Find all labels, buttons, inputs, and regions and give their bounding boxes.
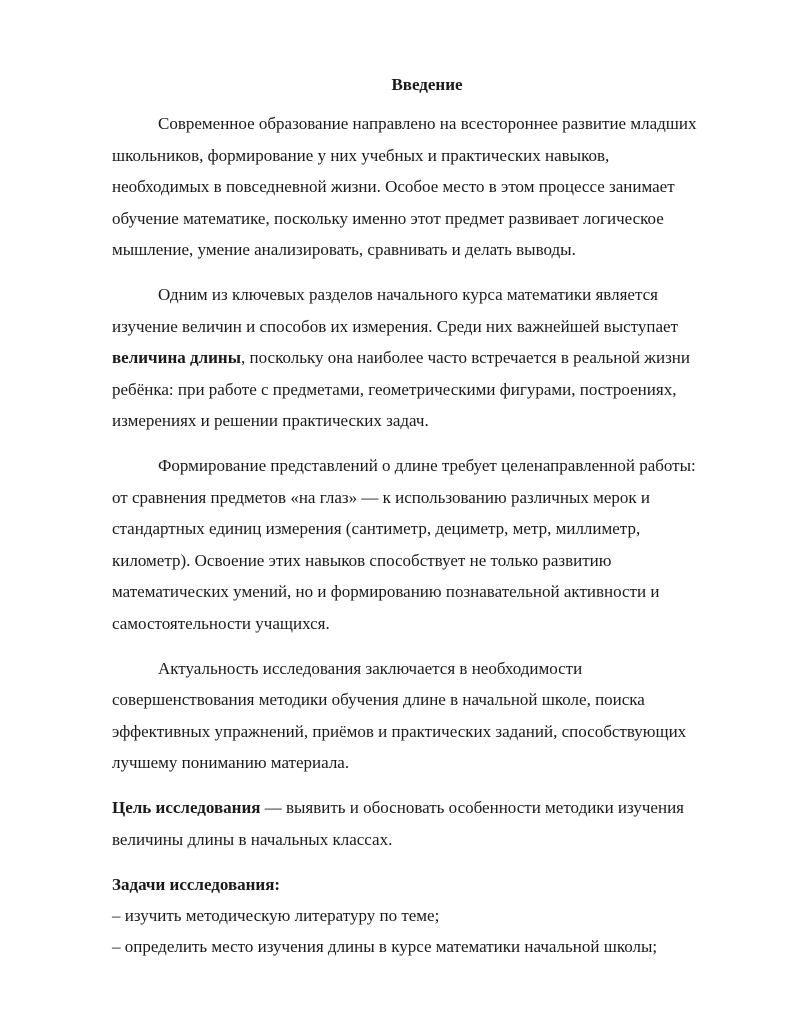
paragraph-4-line-1: Актуальность исследования заключается в необходимости	[158, 659, 583, 678]
paragraph-3-line-1: Формирование представлений о длине требует целенаправленной работы:	[158, 456, 696, 475]
paragraph-2-line-4: ребёнка: при работе с предметами, геометрическими фигурами, построениях,	[112, 380, 677, 399]
paragraph-3-line-6: самостоятельности учащихся.	[112, 614, 330, 633]
goal-line-2: величины длины в начальных классах.	[112, 830, 393, 849]
paragraph-2-line-3	[112, 347, 690, 369]
paragraph-3-line-5: математических умений, но и формированию познавательной активности и	[112, 582, 660, 601]
paragraph-4-line-4: лучшему пониманию материала.	[112, 753, 350, 772]
paragraph-2-line-2: изучение величин и способов их измерения. Среди них важнейшей выступает	[112, 317, 678, 336]
goal-label: Цель исследования	[112, 798, 261, 817]
paragraph-4-line-2: совершенствования методики обучения длине в начальной школе, поиска	[112, 690, 645, 709]
task-item-2: – определить место изучения длины в курсе математики начальной школы;	[112, 937, 658, 956]
paragraph-2-line-3-rest: , поскольку она наиболее часто встречается в реальной жизни	[241, 348, 691, 367]
paragraph-1-line-1: Современное образование направлено на всестороннее развитие младших	[158, 114, 697, 133]
paragraph-1-line-5: мышление, умение анализировать, сравнивать и делать выводы.	[112, 240, 576, 259]
tasks-heading	[112, 874, 280, 896]
paragraph-2-line-1: Одним из ключевых разделов начального курса математики является	[158, 285, 658, 304]
paragraph-4-line-3: эффективных упражнений, приёмов и практических заданий, способствующих	[112, 722, 687, 741]
goal-text: — выявить и обосновать особенности методики изучения	[260, 798, 684, 817]
paragraph-3-line-4: километр). Освоение этих навыков способствует не только развитию	[112, 551, 612, 570]
paragraph-3-line-3: стандартных единиц измерения (сантиметр, дециметр, метр, миллиметр,	[112, 519, 641, 538]
paragraph-1-line-2: школьников, формирование у них учебных и практических навыков,	[112, 146, 610, 165]
tasks-label: Задачи исследования:	[112, 875, 281, 894]
goal-line-1	[112, 797, 684, 819]
paragraph-2-line-5: измерениях и решении практических задач.	[112, 411, 429, 430]
task-item-1: – изучить методическую литературу по теме;	[112, 906, 440, 925]
paragraph-1-line-4: обучение математике, поскольку именно этот предмет развивает логическое	[112, 209, 664, 228]
paragraph-1-line-3: необходимых в повседневной жизни. Особое место в этом процессе занимает	[112, 177, 675, 196]
paragraph-3-line-2: от сравнения предметов «на глаз» — к использованию различных мерок и	[112, 488, 651, 507]
page-title: Введение	[391, 75, 463, 94]
bold-term-length: величина длины	[112, 348, 241, 367]
